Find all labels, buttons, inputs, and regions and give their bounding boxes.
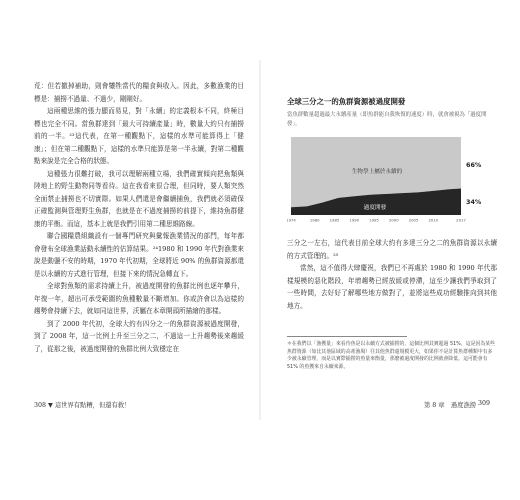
x-tick-label: 2000 [388, 217, 399, 223]
chart-plot-area [291, 137, 461, 215]
chart-heading: 全球三分之一的魚群資源被過度開發 [287, 97, 406, 106]
book-gutter [259, 60, 261, 420]
right-page-chapter: 第 8 章 過度漁撈 [424, 402, 477, 409]
end-label-overexploited: 34% [466, 198, 482, 207]
series-label-sustainable: 生物學上屬於永續的 [351, 169, 403, 176]
x-axis-ticks [287, 218, 466, 223]
x-tick-label: 2005 [408, 217, 419, 223]
x-tick-label: 1980 [309, 217, 320, 223]
x-tick-label: 1995 [369, 217, 379, 223]
footnote-rule [287, 336, 407, 337]
area-chart [287, 131, 497, 223]
chart-caption: 當魚群數量超過最大永續產量（即魚群能自我恢復的速度）時，就會被視為「過度開發」。 [287, 112, 487, 127]
left-page [34, 80, 244, 355]
footnote: ＊在我們以「漁獲量」來看待魚是以永續方式被捕撈的，這個比例其實超過 51%，這是因為某些魚群資源（如比其他區域的高產漁場）往其他魚群還規模更大，如果你不是計算魚群種類中有多少被永續管理，而是以實際捕撈的魚量來衡量，那麼被過度開發的比例就會降低，這可能會有 51% 的魚獲來自永續來源。 [287, 341, 496, 370]
left-paragraph-5: 全球對魚類的需求持續上升，被過度開發的魚群比例也逐年攀升，年復一年，超出可承受範圍的魚種數量不斷增加。你或許會以為這樣的趨勢會持續下去，就如同這世界，沃屬在本章開頭所描繪的那樣。 [34, 282, 244, 315]
x-tick-label: 2017 [456, 217, 466, 223]
left-paragraph-6: 到了 2000 年代初，全球大約有四分之一的魚群資源被過度開發，到了 2008 年，這一比例上升至三分之二，不過這一上升趨勢後來趨緩了，從那之後，被過度開發的魚群比例大致穩定在 [34, 319, 244, 353]
x-tick-label: 1985 [329, 217, 340, 223]
left-paragraph-4: 聯合國糧農組織設有一個專門研究與彙報漁業情況的部門，每年都會發布全球漁業話動永續性的估算結果。²⁴1980 和 1990 年代對漁業來說是動盪不安的時期，1970 年代初期，全球將近 90% 的魚群資源都還是以永續的方式進行管理，但接下來的情況急轉直下。 [34, 232, 244, 278]
right-page-number: 309 [478, 400, 491, 407]
right-paragraph-2: 當然，這不值得大肆慶祝，我們已不再處於 1980 和 1990 年代那樣規模的惡化階段，年增趨勢已經放緩或停滯，這至少讓我們爭取到了一些時間，去好好了解哪些地方做對了，並將這些成功經驗推向到其他地方。 [287, 264, 497, 310]
left-paragraph-2: 這兩種思維的張力顯而易見，對「永續」的定義根本不同，終極目標也完全不同。當魚群達到「最大可持續產量」時，數量大約只有捕撈前的一半。²³這代表，在第一種觀點下，這樣的水準可能算得上「健康」；但在第二種觀點下，這樣的水準只能算是第一半永續，對第二種觀點來說是完全合格的狀態。 [34, 107, 244, 165]
left-paragraph-3: 這種張力很難打破，我可以理解兩種立場，我們確實傾向把魚類與陸地上的野生動物同等看待。這在我看來很合理，但同時，要人類突然全面禁止捕撈也不切實際。如果人們還是會繼續捕魚，我們就必須確保正確監測與管理野生魚群，也就是在不過度捕撈的前提下，維持魚群健康的平衡。而這，基本上就是我們引用第二種思維路線。 [34, 169, 244, 228]
right-page [287, 96, 497, 372]
left-paragraph-1: 荒：但若撤掉補助，則會犧牲當代的糧食與收入。因此，多數漁業的目標是：捕撈不過量、不過少，剛剛好。 [34, 82, 244, 103]
left-page-footer: 308 ▼ 這世界有點糟，但還有救！ [34, 402, 131, 409]
series-label-overexploited: 過度開發 [363, 205, 387, 212]
x-tick-label: 1990 [349, 217, 360, 223]
x-tick-label: 1974 [287, 217, 296, 223]
end-label-sustainable: 66% [466, 161, 482, 170]
x-tick-label: 2010 [428, 217, 439, 223]
right-paragraph-1: 三分之一左右，這代表目前全球大約有多達三分之二的魚群資源以永續的方式管理的。²⁵ [287, 239, 497, 260]
